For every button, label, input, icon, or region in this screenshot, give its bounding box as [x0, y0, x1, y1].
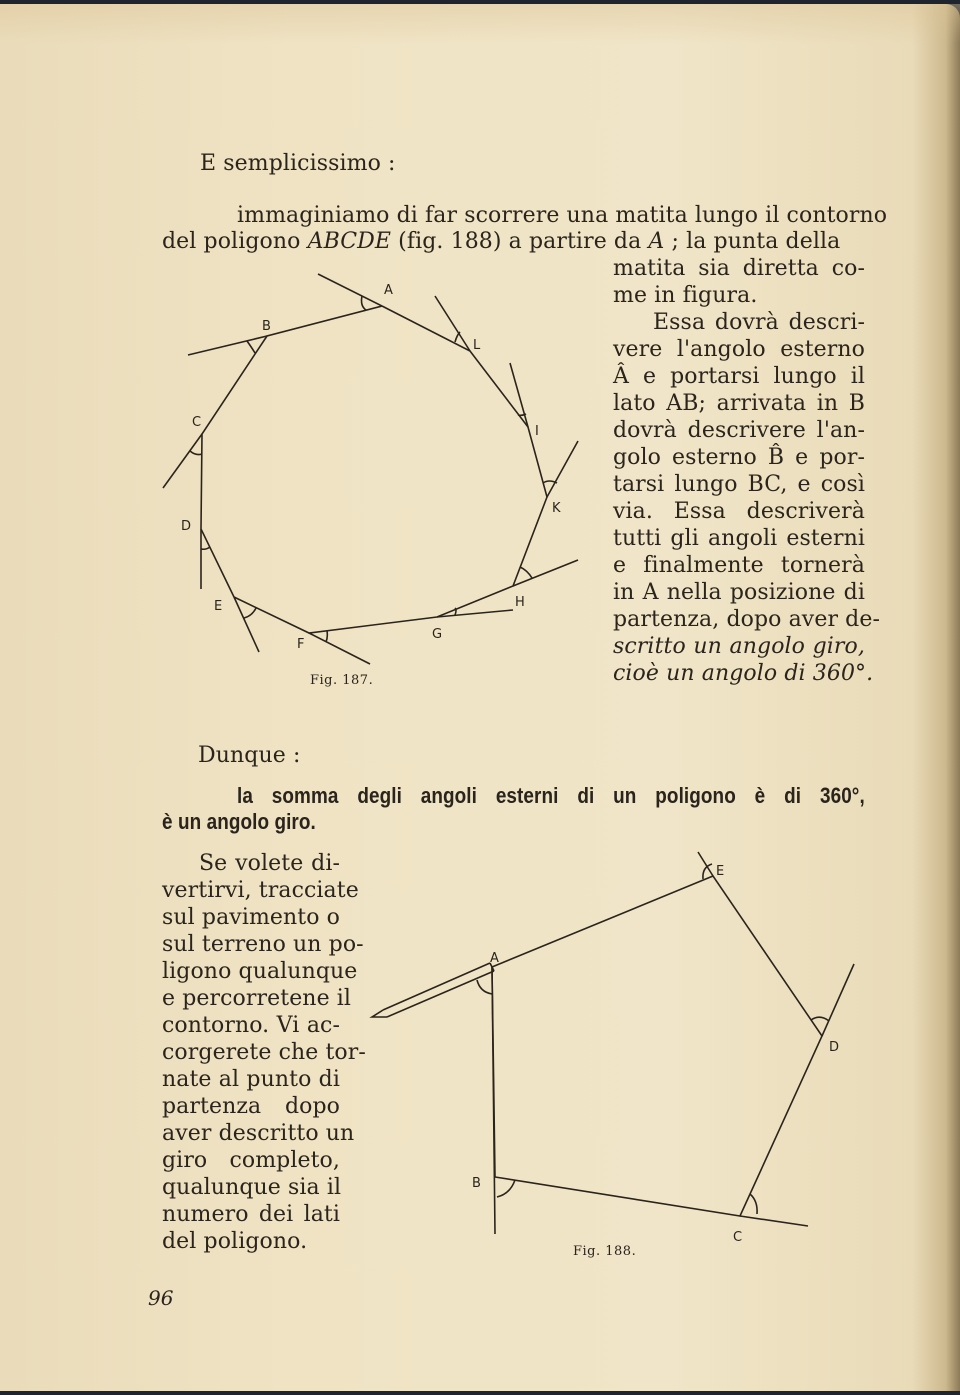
para1-line1-text: immaginiamo di far scorrere una matita lungo il contorno [237, 203, 888, 228]
para2-line-text: sul terreno un po- [162, 932, 364, 957]
para2-line-text: qualunque sia il [162, 1175, 342, 1200]
para1-right-line-text: tarsi lungo BC, e così [613, 472, 865, 497]
para1-right-line-text: tutti gli angoli esterni [613, 526, 865, 551]
para1-right-line-text: partenza, dopo aver de- [613, 607, 880, 632]
para2-line-text: vertirvi, tracciate [162, 878, 359, 903]
para2-line-text: sul pavimento o [162, 905, 341, 930]
fig187-arc-l [455, 332, 460, 342]
fig188-label-a: A [490, 951, 499, 966]
para2-line-text: e percorretene il [162, 986, 352, 1011]
para2-line-text: giro completo, [162, 1148, 340, 1173]
fig187-arc-c [190, 451, 202, 455]
fig187-arc-e [244, 608, 256, 618]
figures-svg [0, 4, 960, 1395]
para1-line2-pre: del poligono [162, 229, 308, 254]
para2-line-text: ligono qualunque [162, 959, 358, 984]
fig187-arc-b [247, 341, 255, 353]
fig187-label-f: F [297, 637, 305, 652]
intro-text: E semplicissimo : [200, 151, 396, 176]
fig187-arc-d [201, 547, 210, 549]
fig188-arc-b [497, 1180, 515, 1197]
para1-line2-post: ; la punta della [664, 229, 841, 254]
fig187-ext-e [234, 597, 259, 652]
fig187-label-g: G [432, 627, 443, 642]
fig187-ext-i [510, 363, 528, 427]
fig188-ext-c [740, 1216, 808, 1226]
para1-right-line-text: in A nella posizione di [613, 580, 865, 605]
fig187-label-k: K [552, 501, 561, 516]
fig187-ext-c [163, 434, 202, 488]
fig188-ext-d [822, 964, 854, 1036]
fig187-ext-a [318, 274, 382, 306]
conclusion-label: Dunque : [198, 743, 301, 768]
fig187-polygon [201, 306, 547, 633]
fig187-arc-k [543, 481, 557, 483]
para2-line-text: numero dei lati [162, 1202, 340, 1227]
theorem-line1: la somma degli angoli esterni di un poligono è di 360°, [237, 783, 865, 808]
para1-right-line-text: lato AB; arrivata in B [613, 391, 865, 416]
fig187-arc-g [455, 608, 456, 615]
fig187-label-e: E [214, 599, 223, 614]
para2-line-text: aver descritto un [162, 1121, 355, 1146]
para1-right-line-text: cioè un angolo di 360°. [613, 661, 874, 686]
fig187-diagram [163, 274, 578, 664]
para1-right-line-text: via. Essa descriverà [613, 499, 865, 524]
para1-line2-mid: (fig. 188) a partire da [391, 229, 649, 254]
page-number: 96 [148, 1286, 174, 1310]
fig187-label-c: C [192, 415, 202, 430]
fig187-ext-g [437, 610, 513, 617]
para1-right-line-text: matita sia diretta co- [613, 256, 865, 281]
book-page [0, 4, 960, 1391]
fig187-ext-h [513, 560, 578, 586]
polygon-name: ABCDE [307, 229, 392, 254]
fig187-arc-f [326, 631, 327, 642]
para1-right-line-text: scritto un angolo giro, [613, 634, 865, 659]
fig188-caption: Fig. 188. [573, 1244, 637, 1259]
pencil-icon [372, 963, 494, 1017]
fig187-label-b: B [262, 319, 271, 334]
fig187-caption: Fig. 187. [310, 673, 374, 688]
fig187-label-d: D [181, 519, 192, 534]
theorem-line2: è un angolo giro. [162, 809, 316, 834]
para2-line-text: nate al punto di [162, 1067, 340, 1092]
fig188-label-e: E [716, 864, 725, 879]
fig188-label-d: D [829, 1040, 840, 1055]
fig187-ext-k [547, 441, 578, 497]
para2-line-text: corgerete che tor- [162, 1040, 366, 1065]
fig188-polygon [492, 876, 822, 1216]
fig187-label-h: H [515, 595, 525, 610]
fig188-diagram [372, 852, 854, 1245]
para2-line-text: del poligono. [162, 1229, 308, 1254]
para1-right-line-text: me in figura. [613, 283, 758, 308]
para1-right-line-text: e finalmente tornerà [613, 553, 865, 578]
fig187-arc-h [520, 567, 532, 578]
vertex-a: A [648, 229, 665, 254]
fig188-arc-c [750, 1194, 757, 1214]
fig188-label-c: C [733, 1230, 743, 1245]
fig188-label-b: B [472, 1176, 481, 1191]
para1-right-line-text: Essa dovrà descri- [653, 310, 865, 335]
para1-right-line-text: vere l'angolo esterno [613, 337, 865, 362]
para2-line-text: partenza dopo [162, 1094, 340, 1119]
para1-right-line-text: dovrà descrivere l'an- [613, 418, 865, 443]
para2-line-text: contorno. Vi ac- [162, 1013, 340, 1038]
fig188-arc-d [811, 1017, 829, 1021]
fig187-label-l: L [473, 338, 481, 353]
fig187-label-i: I [535, 424, 539, 439]
fig188-arc-a [477, 980, 492, 994]
para1-right-line-text: Â e portarsi lungo il [613, 364, 865, 389]
fig187-label-a: A [384, 283, 393, 298]
para2-line-text: Se volete di- [199, 851, 340, 876]
fig187-ext-f [309, 633, 370, 664]
para1-right-line-text: golo esterno B̂ e por- [613, 445, 865, 470]
